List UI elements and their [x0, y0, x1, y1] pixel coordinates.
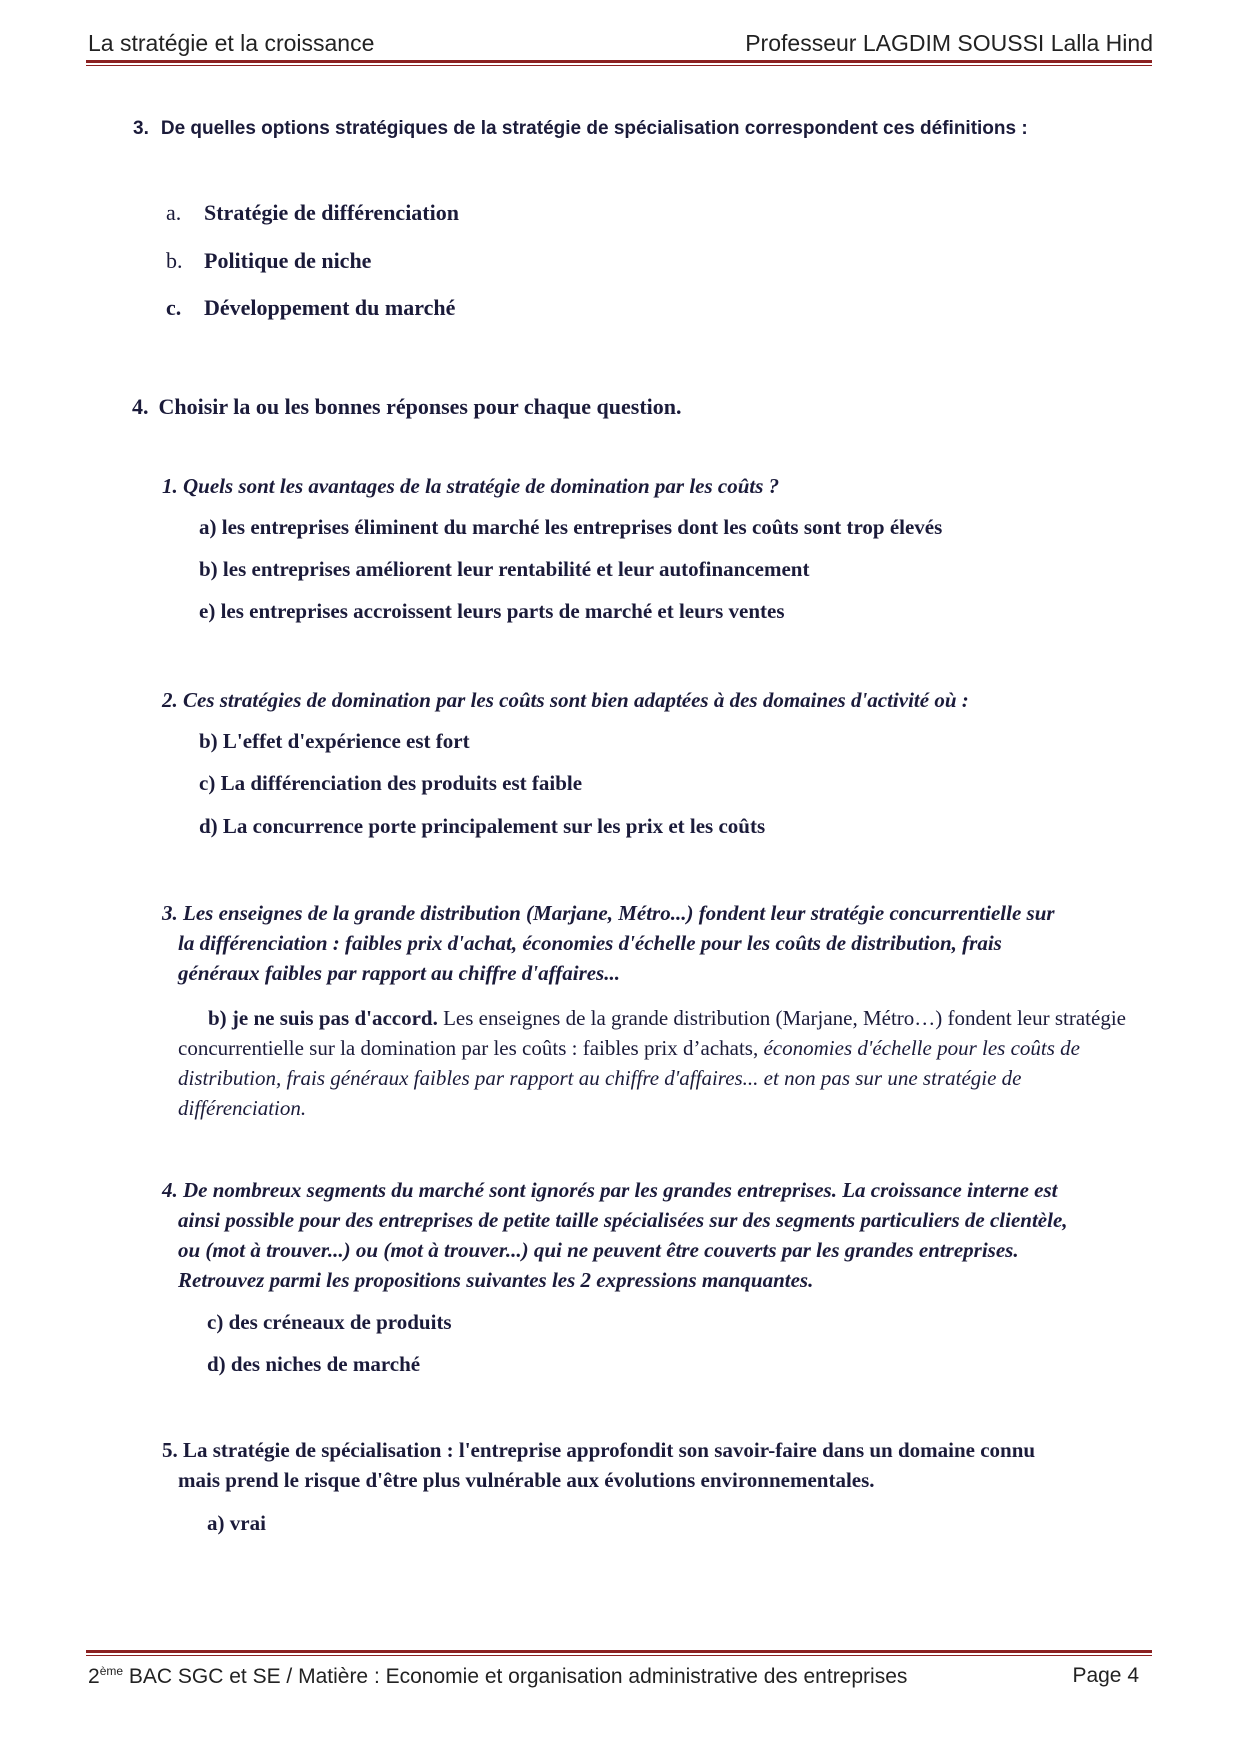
q3-option-c: c. Développement du marché: [166, 295, 456, 320]
sub3-answer: b) je ne suis pas d'accord. Les enseignes de la grande distribution (Marjane, Métro…) fondent leur stratégie concurrentielle sur la domination par les coûts : faibles prix d’achats, économies d'échelle pour les coûts de distribution, frais généraux faibles par rapport au chiffre d'affaires... et non pas sur une stratégie de différenciation.: [178, 1006, 1126, 1120]
sub-question-3: 3. Les enseignes de la grande distribution (Marjane, Métro...) fondent leur stratégie concurrentielle sur la différenciation : faibles prix d'achat, économies d'échelle pour les coûts de distribution, frais généraux faibles par rapport au chiffre d'affaires...: [162, 901, 1055, 985]
sub-question-4: 4. De nombreux segments du marché sont ignorés par les grandes entreprises. La croissance interne est ainsi possible pour des entreprises de petite taille spécialisées sur des segments particuliers de clientèle, ou (mot à trouver...) ou (mot à trouver...) qui ne peuvent être couverts par les grandes entreprises. Retrouvez parmi les propositions suivantes les 2 expressions manquantes.: [162, 1178, 1068, 1292]
header-rule: [86, 60, 1152, 66]
question-3-title: 3. De quelles options stratégiques de la stratégie de spécialisation correspondent ces définitions :: [133, 118, 1028, 139]
sub-question-1: 1. Quels sont les avantages de la stratégie de domination par les coûts ?: [162, 474, 780, 498]
sub4-answer-d: d) des niches de marché: [207, 1352, 421, 1376]
sub4-answer-c: c) des créneaux de produits: [207, 1310, 452, 1334]
footer-page-number: Page 4: [1072, 1664, 1139, 1687]
sub5-answer-a: a) vrai: [207, 1511, 266, 1535]
sub2-answer-b: b) L'effet d'expérience est fort: [199, 729, 470, 753]
sub2-answer-c: c) La différenciation des produits est faible: [199, 771, 583, 795]
header-author: Professeur LAGDIM SOUSSI Lalla Hind: [745, 30, 1153, 56]
sub1-answer-a: a) les entreprises éliminent du marché les entreprises dont les coûts sont trop élevés: [199, 515, 943, 539]
q3-option-a: a. Stratégie de différenciation: [166, 200, 459, 225]
q3-option-b: b. Politique de niche: [166, 248, 372, 273]
page-header: [88, 30, 1153, 62]
sub-question-5: 5. La stratégie de spécialisation : l'entreprise approfondit son savoir-faire dans un domaine connu mais prend le risque d'être plus vulnérable aux évolutions environnementales.: [162, 1438, 1036, 1492]
sub1-answer-e: e) les entreprises accroissent leurs parts de marché et leurs ventes: [199, 599, 785, 623]
question-4-title: 4. Choisir la ou les bonnes réponses pour chaque question.: [132, 394, 682, 419]
footer-rule: [86, 1650, 1152, 1656]
sub1-answer-b: b) les entreprises améliorent leur rentabilité et leur autofinancement: [199, 557, 810, 581]
header-left-title: La stratégie et la croissance: [88, 30, 375, 56]
sub2-answer-d: d) La concurrence porte principalement sur les prix et les coûts: [199, 814, 766, 838]
sub-question-2: 2. Ces stratégies de domination par les coûts sont bien adaptées à des domaines d'activité où :: [162, 688, 969, 712]
footer-course: 2ème BAC SGC et SE / Matière : Economie et organisation administrative des entreprises: [88, 1664, 908, 1688]
